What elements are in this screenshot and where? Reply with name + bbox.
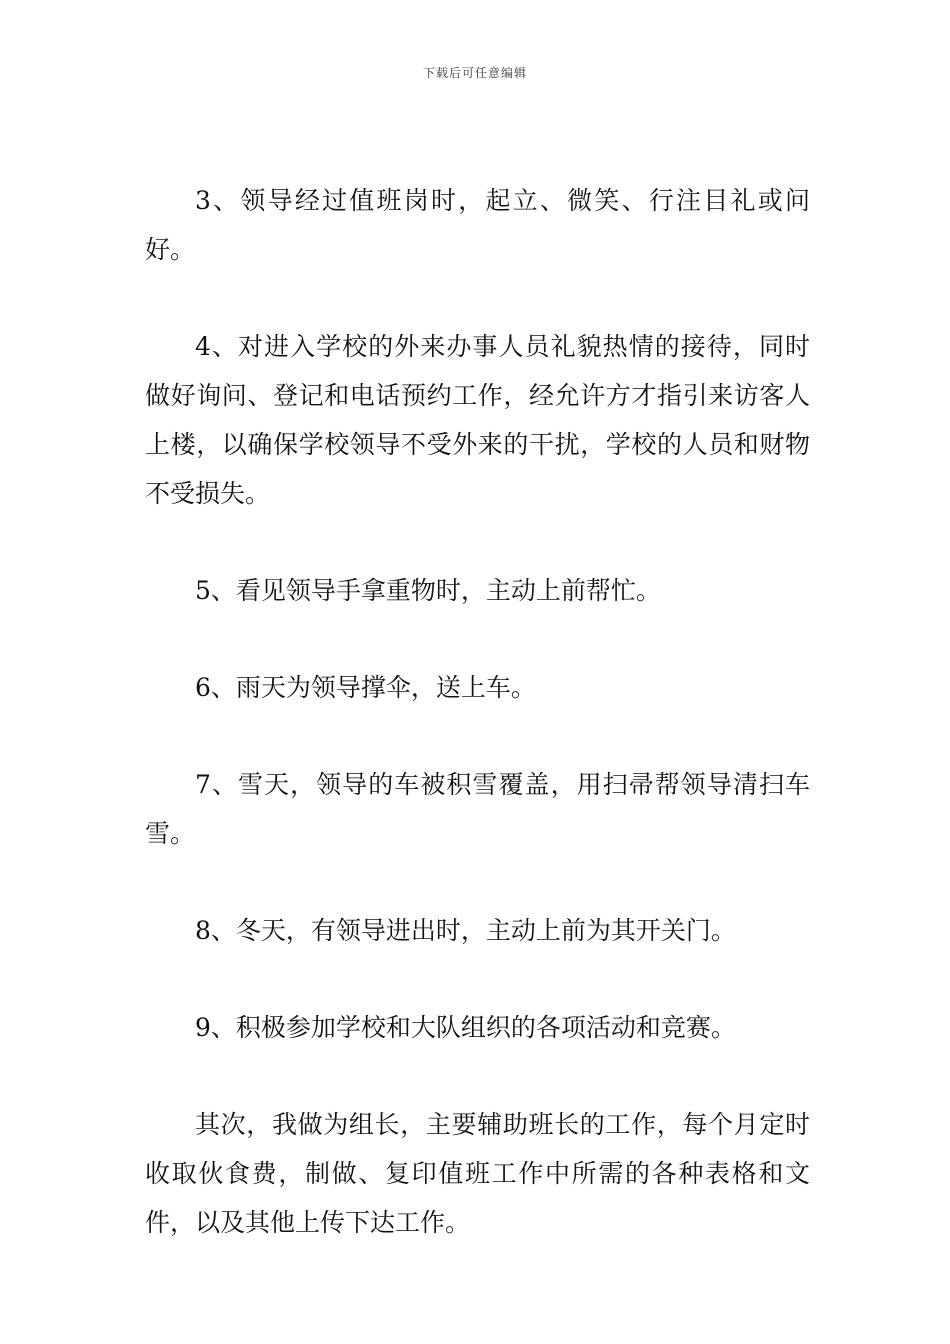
paragraph-item-6: 6、雨天为领导撑伞，送上车。	[195, 673, 536, 702]
page-header: 下载后可任意编辑	[422, 66, 527, 80]
paragraph-item-4: 4、对进入学校的外来办事人员礼貌热情的接待，同时做好询问、登记和电话预约工作，经允许方才指引来访客人上楼，以确保学校领导不受外来的干扰，学校的人员和财物不受损失。	[145, 332, 810, 508]
paragraph-item-3: 3、领导经过值班岗时，起立、微笑、行注目礼或问好。	[145, 186, 810, 264]
paragraph-item-8: 8、冬天，有领导进出时，主动上前为其开关门。	[195, 916, 736, 945]
document-body	[145, 176, 810, 1295]
paragraph-summary: 其次，我做为组长，主要辅助班长的工作，每个月定时收取伙食费，制做、复印值班工作中所需的各种表格和文件，以及其他上传下达工作。	[145, 1110, 810, 1237]
paragraph-item-9: 9、积极参加学校和大队组织的各项活动和竞赛。	[195, 1013, 736, 1042]
paragraph-item-7: 7、雪天，领导的车被积雪覆盖，用扫帚帮领导清扫车雪。	[145, 770, 810, 848]
paragraph-item-5: 5、看见领导手拿重物时，主动上前帮忙。	[195, 576, 661, 605]
